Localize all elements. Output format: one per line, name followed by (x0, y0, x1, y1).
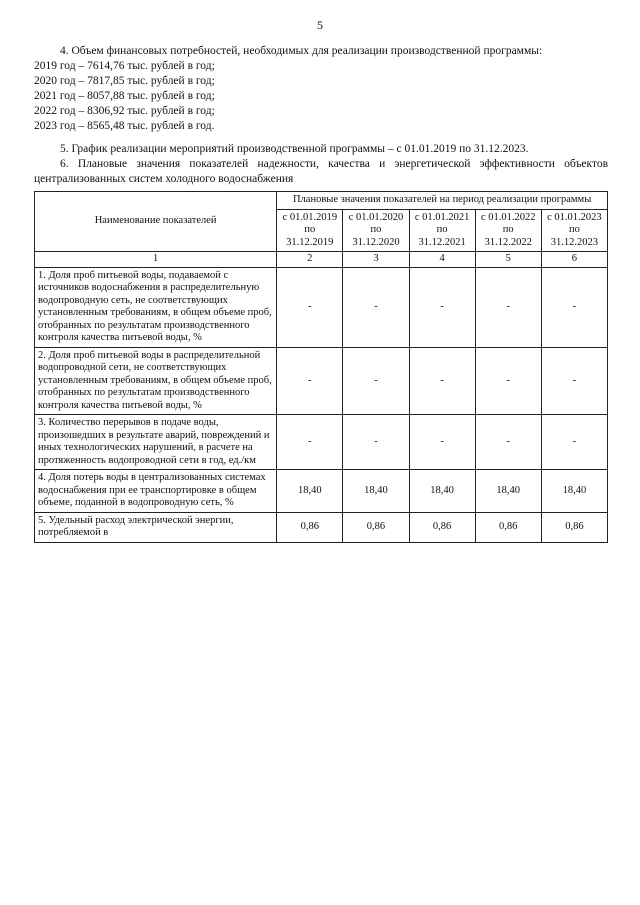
indicator-value: 18,40 (277, 470, 343, 513)
indicator-value: - (277, 415, 343, 470)
financing-line: 2019 год – 7614,76 тыс. рублей в год; (34, 60, 215, 72)
indicator-value: 18,40 (475, 470, 541, 513)
indicator-value: - (409, 415, 475, 470)
section-6-heading: 6. Плановые значения показателей надежности, качества и энергетической эффективности объектов централизованных систем холодного водоснабжения (34, 158, 608, 185)
indicator-value: - (409, 267, 475, 347)
indicator-value: - (475, 347, 541, 415)
indicator-value: - (475, 415, 541, 470)
table-row (35, 512, 608, 542)
indicator-value: - (343, 347, 409, 415)
column-number: 2 (277, 252, 343, 268)
page-content (34, 44, 608, 543)
indicator-value: - (277, 347, 343, 415)
financing-line: 2021 год – 8057,88 тыс. рублей в год; (34, 90, 215, 102)
indicator-name: 3. Количество перерывов в подаче воды, произошедших в результате аварий, повреждений и иных технологических нарушений, в расчете на протяженность водопроводной сети в год, ед./км (35, 415, 277, 470)
indicator-value: 0,86 (343, 512, 409, 542)
column-number: 3 (343, 252, 409, 268)
financing-line: 2022 год – 8306,92 тыс. рублей в год; (34, 105, 215, 117)
financing-line: 2020 год – 7817,85 тыс. рублей в год; (34, 75, 215, 87)
indicator-value: 0,86 (277, 512, 343, 542)
column-number: 4 (409, 252, 475, 268)
indicator-value: - (541, 415, 607, 470)
section-4-heading: 4. Объем финансовых потребностей, необходимых для реализации производственной программы: (60, 45, 543, 57)
section-5-text: 5. График реализации мероприятий производственной программы – с 01.01.2019 по 31.12.2023. (60, 143, 529, 155)
indicator-name: 5. Удельный расход электрической энергии, потребляемой в (35, 512, 277, 542)
period-header: с 01.01.2021 по 31.12.2021 (409, 209, 475, 252)
indicator-value: - (409, 347, 475, 415)
indicator-name: 1. Доля проб питьевой воды, подаваемой с источников водоснабжения в распределительную водопроводную сеть, не соответствующих установленным требованиям, в общем объеме проб, отобранных по результатам производственного контроля качества питьевой воды, % (35, 267, 277, 347)
indicator-value: - (541, 347, 607, 415)
financing-line: 2023 год – 8565,48 тыс. рублей в год. (34, 120, 215, 132)
indicator-value: 18,40 (409, 470, 475, 513)
indicator-value: - (343, 415, 409, 470)
indicator-name: 4. Доля потерь воды в централизованных системах водоснабжения при ее транспортировке в общем объеме, поданной в водопроводную сеть, % (35, 470, 277, 513)
period-header: с 01.01.2022 по 31.12.2022 (475, 209, 541, 252)
column-number: 1 (35, 252, 277, 268)
column-number: 5 (475, 252, 541, 268)
table-row (35, 470, 608, 513)
table-row (35, 267, 608, 347)
indicator-value: - (475, 267, 541, 347)
column-number: 6 (541, 252, 607, 268)
indicator-value: 18,40 (541, 470, 607, 513)
header-indicator-name: Наименование показателей (35, 192, 277, 252)
table-row (35, 415, 608, 470)
indicator-value: 0,86 (409, 512, 475, 542)
indicator-name: 2. Доля проб питьевой воды в распределительной водопроводной сети, не соответствующих установленным требованиям, в общем объеме проб, отобранных по результатам производственного контроля качества питьевой воды, % (35, 347, 277, 415)
page-number: 5 (317, 18, 323, 32)
indicator-value: - (541, 267, 607, 347)
table-row (35, 347, 608, 415)
period-header: с 01.01.2020 по 31.12.2020 (343, 209, 409, 252)
indicators-table (34, 191, 608, 543)
header-planned-values: Плановые значения показателей на период реализации программы (277, 192, 608, 210)
period-header: с 01.01.2023 по 31.12.2023 (541, 209, 607, 252)
period-header: с 01.01.2019 по 31.12.2019 (277, 209, 343, 252)
indicator-value: 0,86 (541, 512, 607, 542)
indicator-value: - (277, 267, 343, 347)
indicator-value: - (343, 267, 409, 347)
indicator-value: 18,40 (343, 470, 409, 513)
indicator-value: 0,86 (475, 512, 541, 542)
